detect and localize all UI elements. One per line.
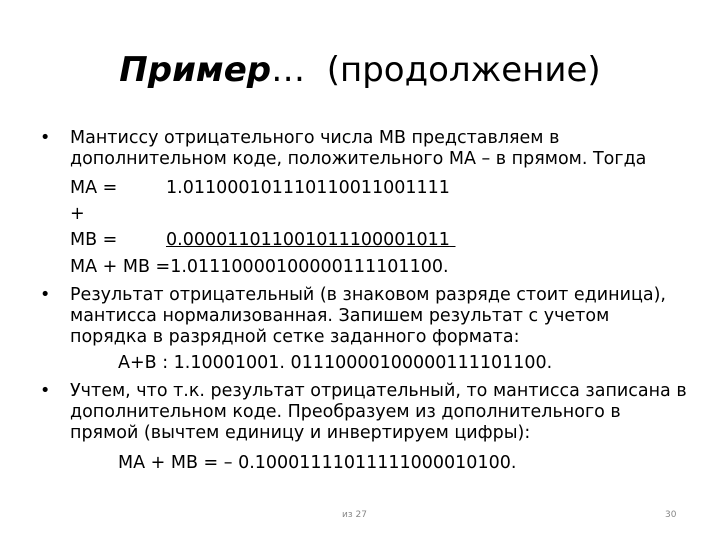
bullet-mantissa-intro [36,128,696,170]
bullet2-line1: Результат отрицательный (в знаковом разряде стоит единица), [70,285,666,305]
bullet2-line2: мантисса нормализованная. Запишем результат с учетом [70,306,610,326]
ma-value: 1.011000101110110011001111 [166,178,450,198]
slide-body [36,120,696,474]
bullet-dot: • [40,381,51,401]
bullet3-line3: прямой (вычтем единицу и инвертируем цифры): [70,423,531,443]
bullet-convert [36,381,696,444]
bullet3-line1: Учтем, что т.к. результат отрицательный, то мантисса записана в [70,381,687,401]
page-number: 30 [665,510,677,520]
bullet2-line3: порядка в разрядной сетке заданного формата: [70,327,520,347]
bullet1-line1: Мантиссу отрицательного числа МВ представляем в [70,128,560,148]
bullet3-line2: дополнительном коде. Преобразуем из дополнительного в [70,402,621,422]
slide-title [0,48,720,92]
bullet-result-negative [36,285,696,348]
ma-label: МА = [70,178,118,198]
ma-row [36,178,696,199]
mb-underlined [70,230,456,250]
plus-sign: + [70,204,85,224]
mb-row [36,230,696,251]
title-rest: (продолжение) [326,50,601,90]
final-line: МА + МВ = – 0.10001111011111000010100. [118,453,517,473]
bullet-dot: • [40,285,51,305]
footer-center-text: из 27 [342,510,367,520]
bullet-dot: • [40,128,51,148]
bullet1-line2: дополнительном коде, положительного МА – в прямом. Тогда [70,149,647,169]
mb-value: 0.000011011001011100001011 [166,230,450,250]
mb-label: МВ = [70,230,118,250]
apb-line: А+В : 1.10001001. 01110000100000111101100. [118,353,553,373]
sum-line: МА + МВ =1.01110000100000111101100. [70,257,449,277]
title-ellipsis: … [271,50,306,90]
title-bold: Пример [119,50,272,90]
